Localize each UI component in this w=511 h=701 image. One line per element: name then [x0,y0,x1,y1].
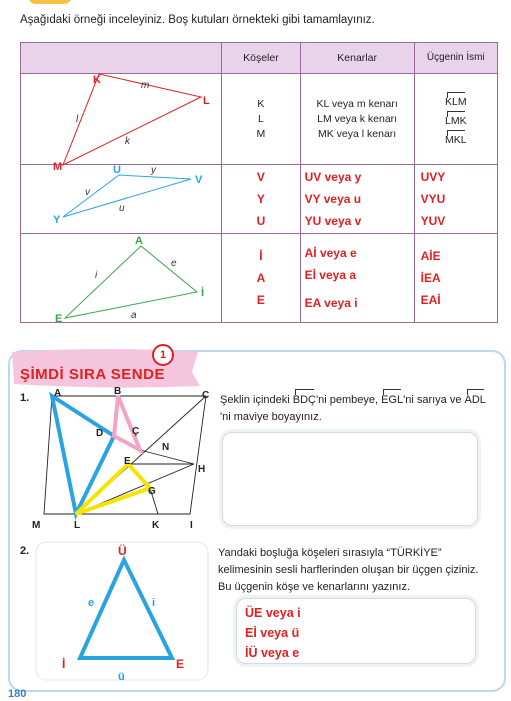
edge-label: k [125,136,130,147]
edge-label: a [131,310,137,321]
edge-item: LM veya k kenarı [317,112,398,125]
q2-answer-line: İÜ veya e [245,646,300,660]
edge-label: l [76,114,79,125]
point-label-n: N [162,442,170,453]
corner-item: L [258,112,264,125]
point-label-d: D [96,428,104,439]
name-item: UVY [420,170,446,184]
vertex-label: A [135,235,143,247]
point-label-b: B [114,386,122,397]
q2-edge-bottom: ü [118,671,125,683]
triangle-klm-figure [21,74,222,173]
corner-item: İ [259,249,263,263]
table-header-row [21,43,498,74]
name-item: MKL [445,133,467,146]
q2-vertex-top: Ü [118,544,127,558]
corner-item: Y [256,192,265,206]
q1-angle-bdc: BDÇ [293,392,316,409]
q1-text-part: 'ni sarıya ve [403,394,465,406]
vertex-label: V [195,174,203,186]
edge-label: e [171,258,177,269]
header-triangle-name: Üçgenin İsmi [414,43,497,74]
edge-item: Eİ veya a [304,268,356,282]
name-item: VYU [420,192,446,206]
triangle-aie-svg [21,234,224,325]
q1-text-part: 'ni pembeye, [316,394,382,406]
corners-cell [222,234,300,323]
name-item: LMK [445,114,467,127]
corners-cell [222,165,300,234]
edge-item: VY veya u [304,192,362,206]
corner-item: A [256,271,266,285]
edge-label: v [85,187,90,198]
section-title: ŞİMDİ SIRA SENDE [20,366,165,383]
q1-angle-egl: EGL [381,392,403,409]
corners-cell [222,74,300,165]
section-number-badge: 1 [152,344,174,366]
corner-item: M [256,127,266,140]
q2-edge-right: i [152,597,156,609]
name-item: İEA [420,271,441,285]
edge-label: i [95,270,98,281]
edge-item: UV veya y [304,170,362,184]
edge-item: MK veya l kenarı [318,127,397,140]
name-item: YUV [420,214,446,228]
table-row [21,74,498,165]
edge-item: Aİ veya e [304,246,357,260]
corner-item: U [256,214,266,228]
q2-answer-line: ÜE veya i [245,606,301,620]
edge-item: EA veya i [304,296,358,310]
question-1-number: 1. [20,392,30,404]
point-label-cc: Ç [132,426,140,437]
question-2-answer-box[interactable] [236,598,476,664]
vertex-label: M [53,161,63,173]
corner-item: V [256,170,265,184]
vertex-label: İ [201,287,205,299]
point-label-k: K [152,520,160,531]
edge-label: y [151,165,156,176]
q2-vertex-right: E [176,657,185,671]
point-label-h: H [198,464,206,475]
edges-cell [300,74,414,165]
q2-vertex-left: İ [62,657,66,671]
triangle-uvy-figure [21,165,222,234]
table-row [21,234,498,323]
instruction-text: Aşağıdaki örneği inceleyiniz. Boş kutuları örnekteki gibi tamamlayınız. [20,14,375,26]
edge-item: KL veya m kenarı [316,97,398,110]
example-table [20,42,498,323]
q1-text-part: 'ni maviye boyayınız. [220,411,322,423]
point-label-i: I [190,520,193,531]
triangle-klm-svg [21,74,224,173]
point-label-g: G [148,486,156,497]
header-edges: Kenarlar [300,43,414,74]
vertex-label: K [93,74,101,86]
names-cell [414,74,497,165]
edge-label: m [141,80,150,91]
point-label-m: M [32,520,41,531]
vertex-label: E [55,313,63,325]
vertex-label: U [113,164,121,176]
q1-angle-adl: ADL [465,392,486,409]
q2-figure [36,540,208,682]
q2-edge-left: e [88,597,95,609]
vertex-label: L [203,95,210,107]
table-row [21,165,498,234]
header-empty [21,43,222,74]
top-tab-decoration [28,0,72,4]
name-item: AİE [420,249,441,263]
names-cell [414,165,497,234]
corner-item: K [257,97,265,110]
name-item: KLM [445,95,467,108]
names-cell [414,234,497,323]
point-label-c: C [202,390,210,401]
edges-cell [300,165,414,234]
question-2-text: Yandaki boşluğa köşeleri sırasıyla “TÜRKİYE” kelimesinin sesli harflerinden oluşan bir üçgen çiziniz. Bu üçgenin köşe ve kenarlarını yazınız. [218,547,479,593]
edge-item: YU veya v [304,214,362,228]
q1-figure [30,388,212,534]
triangle-aie-figure [21,234,222,323]
point-label-l: L [74,520,81,531]
question-1-text [220,392,490,426]
point-label-e: E [124,456,131,467]
header-corners: Köşeler [222,43,300,74]
question-2-number: 2. [20,545,30,557]
vertex-label: Y [53,214,61,226]
name-item: EAİ [420,293,441,307]
question-1-answer-box[interactable] [222,432,478,526]
edge-label: u [119,203,125,214]
edges-cell [300,234,414,323]
q2-answer-line: Eİ veya ü [245,626,300,640]
corner-item: E [256,293,265,307]
triangle-uvy-svg [21,165,224,233]
page-number: 180 [8,688,27,700]
q1-text-part: Şeklin içindeki [220,394,293,406]
point-label-a: A [54,388,62,399]
